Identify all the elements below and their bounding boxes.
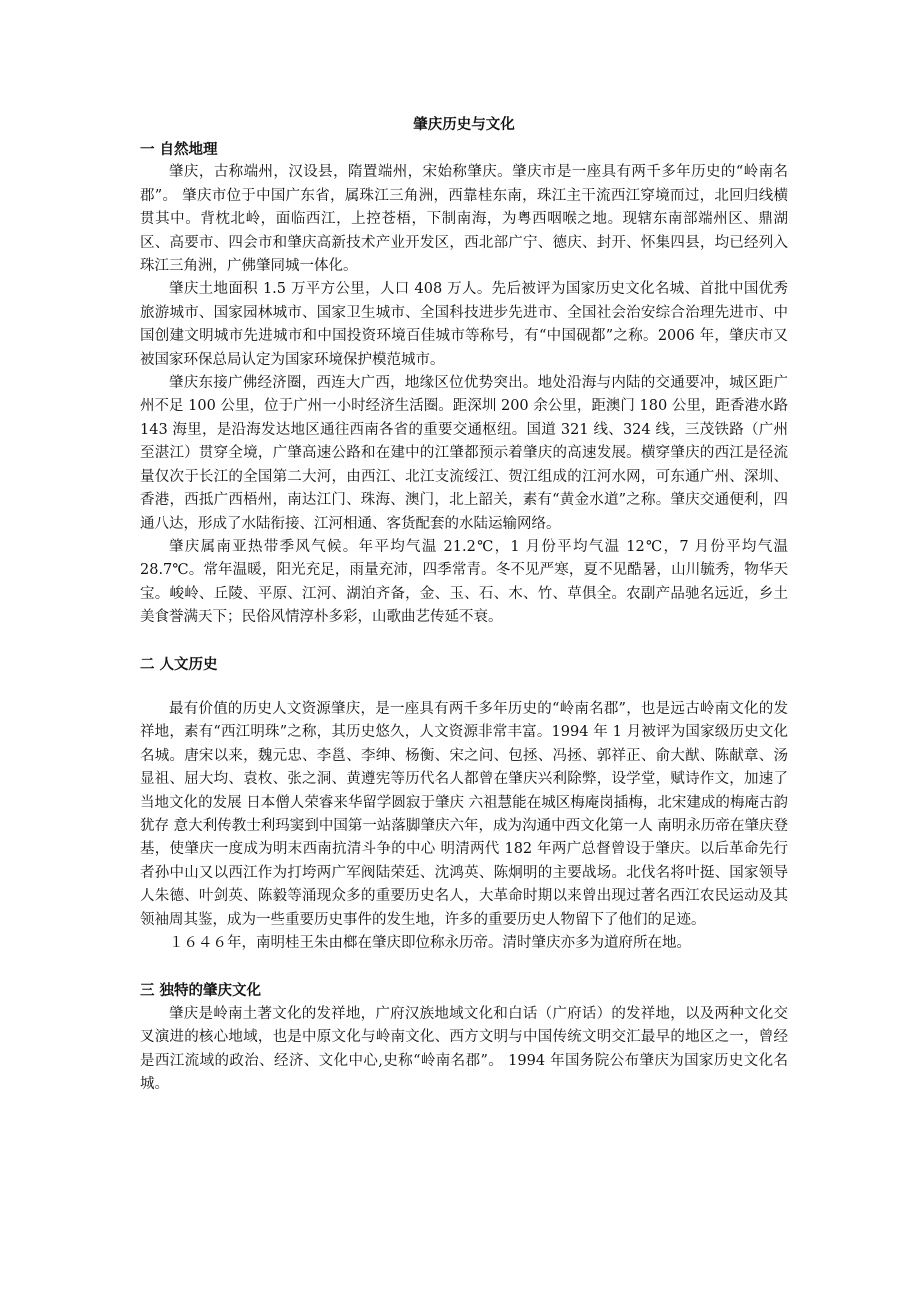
section-natural-geography xyxy=(140,138,788,630)
section-heading: 三 独特的肇庆文化 xyxy=(140,982,262,1000)
paragraph: 肇庆属南亚热带季风气候。年平均气温 21.2℃，1 月份平均气温 12℃，7 月份平均气温 28.7℃。常年温暖，阳光充足，雨量充沛，四季常青。冬不见严寒，夏不见酷暑，山川毓秀，物华天宝。峻岭、丘陵、平原、江河、湖泊齐备，金、玉、石、木、竹、草俱全。农副产品驰名远近，乡土美食誉满天下；民俗风情淳朴多彩，山歌曲艺传延不衰。 xyxy=(140,538,788,626)
section-heading: 一 自然地理 xyxy=(140,141,218,158)
paragraph: 最有价值的历史人文资源肇庆，是一座具有两千多年历史的“岭南名郡”，也是远古岭南文化的发祥地，素有“西江明珠”之称，其历史悠久，人文资源非常丰富。1994 年 1 月被评为国家级历史文化名城。唐宋以来，魏元忠、李邕、李绅、杨衡、宋之问、包拯、冯拯、郭祥正、俞大猷、陈献章、汤显祖、屈大均、袁枚、张之洞、黄遵宪等历代名人都曾在肇庆兴利除弊，设学堂，赋诗作文，加速了当地文化的发展 日本僧人荣睿来华留学圆寂于肇庆 六祖慧能在城区梅庵岗插梅，北宋建成的梅庵古韵犹存 意大利传教士利玛窦到中国第一站落脚肇庆六年，成为沟通中西文化第一人 南明永历帝在肇庆登基，使肇庆一度成为明末西南抗清斗争的中心 明清两代 182 年两广总督曾设于肇庆。以后革命先行者孙中山又以西江作为打垮两广军阀陆荣廷、沈鸿英、陈炯明的主要战场。北伐名将叶挺、国家领导人朱德、叶剑英、陈毅等涌现众多的重要历史名人，大革命时期以来曾出现过著名西江农民运动及其领袖周其鉴，成为一些重要历史事件的发生地，许多的重要历史人物留下了他们的足迹。 xyxy=(140,700,788,928)
paragraph: 肇庆，古称端州，汉设县，隋置端州，宋始称肇庆。肇庆市是一座具有两千多年历史的“岭南名郡”。 肇庆市位于中国广东省，属珠江三角洲，西靠桂东南，珠江主干流西江穿境而过，北回归线横贯其中。背枕北岭，面临西江，上控苍梧，下制南海，为粤西咽喉之地。现辖东南部端州区、鼎湖区、高要市、四会市和肇庆高新技术产业开发区，西北部广宁、德庆、封开、怀集四县，均已经列入珠江三角洲，广佛肇同城一体化。 xyxy=(140,164,788,275)
paragraph: 肇庆是岭南土著文化的发祥地，广府汉族地域文化和白话（广府话）的发祥地，以及两种文化交叉演进的核心地域，也是中原文化与岭南文化、西方文明与中国传统文明交汇最早的地区之一，曾经是西江流域的政治、经济、文化中心,史称“岭南名郡”。 1994 年国务院公布肇庆为国家历史文化名城。 xyxy=(140,1005,788,1093)
document-page xyxy=(140,112,788,1096)
spacer xyxy=(140,955,788,979)
section-cultural-history xyxy=(140,653,788,956)
spacer xyxy=(140,630,788,653)
spacer xyxy=(140,676,788,698)
paragraph: １６４６年，南明桂王朱由榔在肇庆即位称永历帝。清时肇庆亦多为道府所在地。 xyxy=(169,935,691,951)
section-heading: 二 人文历史 xyxy=(140,655,218,673)
paragraph: 肇庆土地面积 1.5 万平方公里，人口 408 万人。先后被评为国家历史文化名城、首批中国优秀旅游城市、国家园林城市、国家卫生城市、全国科技进步先进市、全国社会治安综合治理先进市、中国创建文明城市先进城市和中国投资环境百佳城市等称号，有“中国砚都”之称。2006 年，肇庆市又被国家环保总局认定为国家环境保护模范城市。 xyxy=(140,281,788,368)
document-title: 肇庆历史与文化 xyxy=(413,116,515,133)
paragraph: 肇庆东接广佛经济圈，西连大广西，地缘区位优势突出。地处沿海与内陆的交通要冲，城区距广州不足 100 公里，位于广州一小时经济生活圈。距深圳 200 余公里，距澳门 180 公里，距香港水路 143 海里，是沿海发达地区通往西南各省的重要交通枢纽。国道 321 线、324 线，三茂铁路（广州至湛江）贯穿全境，广肇高速公路和在建中的江肇都预示着肇庆的高速发展。横穿肇庆的西江是径流量仅次于长江的全国第二大河，由西江、北江支流绥江、贺江组成的江河水网，可东通广州、深圳、香港，西抵广西梧州，南达江门、珠海、澳门，北上韶关，素有“黄金水道”之称。肇庆交通便利，四通八达，形成了水陆衔接、江河相通、客货配套的水陆运输网络。 xyxy=(140,375,788,532)
section-unique-culture xyxy=(140,979,788,1096)
